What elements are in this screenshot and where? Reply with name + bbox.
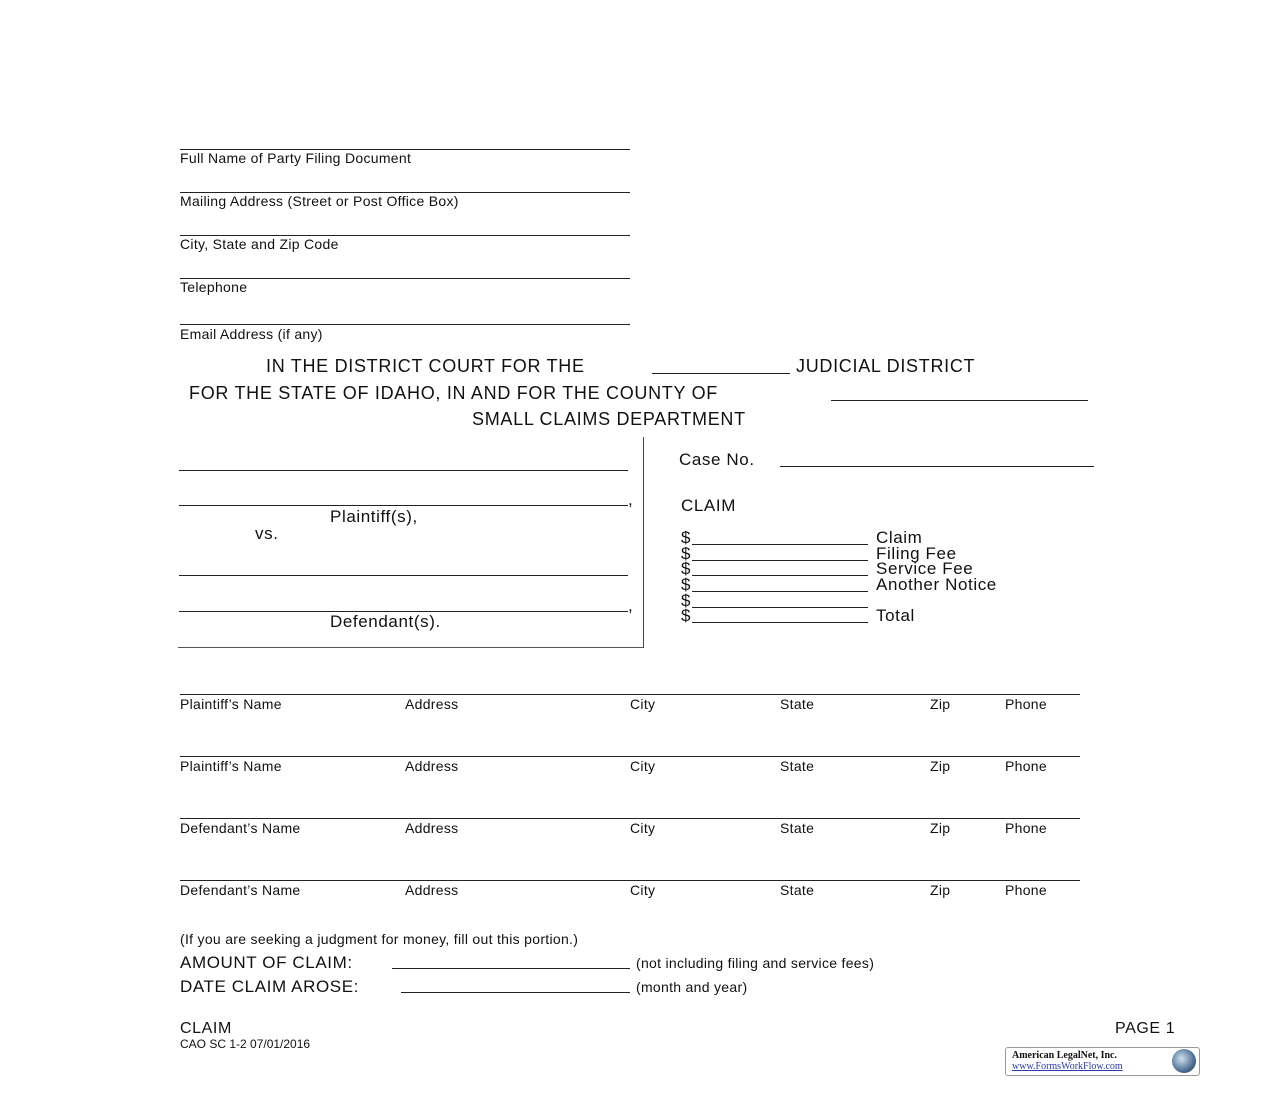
globe-icon <box>1172 1049 1196 1073</box>
fee-label: Filing Fee <box>876 544 957 563</box>
judicial-district-field[interactable] <box>652 373 790 374</box>
party-address-label: Address <box>405 696 459 712</box>
party-row-line[interactable] <box>180 818 1080 819</box>
field-label: Telephone <box>180 279 248 295</box>
court-heading-2: FOR THE STATE OF IDAHO, IN AND FOR THE COUNTY OF <box>189 383 718 403</box>
field-label: Email Address (if any) <box>180 326 323 342</box>
party-state-label: State <box>780 882 815 898</box>
court-heading-1b: JUDICIAL DISTRICT <box>796 356 976 376</box>
amount-note: (not including filing and service fees) <box>636 955 875 971</box>
date-label: DATE CLAIM AROSE: <box>180 977 359 996</box>
fee-amount-field[interactable] <box>692 544 868 545</box>
american-legalnet-logo[interactable] <box>1005 1047 1200 1076</box>
money-note: (If you are seeking a judgment for money, fill out this portion.) <box>180 931 579 947</box>
email-field[interactable] <box>180 324 630 325</box>
party-name-label: Plaintiff’s Name <box>180 696 282 712</box>
party-address-label: Address <box>405 882 459 898</box>
fee-amount-field[interactable] <box>692 607 868 608</box>
footer-form-code: CAO SC 1-2 07/01/2016 <box>180 1037 311 1051</box>
page-number: PAGE 1 <box>1115 1020 1176 1037</box>
case-no-field[interactable] <box>780 466 1094 467</box>
dollar-sign: $ <box>681 591 692 610</box>
party-row-line[interactable] <box>180 880 1080 881</box>
fee-label: Service Fee <box>876 559 974 578</box>
court-heading-3: SMALL CLAIMS DEPARTMENT <box>472 409 746 429</box>
plaintiffs-label: Plaintiff(s), <box>330 507 418 526</box>
dollar-sign: $ <box>681 544 692 563</box>
fee-amount-field[interactable] <box>692 560 868 561</box>
comma: , <box>628 490 634 509</box>
plaintiff-line-2[interactable] <box>179 505 628 506</box>
fee-label: Claim <box>876 528 923 547</box>
party-phone-label: Phone <box>1005 696 1047 712</box>
fee-label: Another Notice <box>876 575 997 594</box>
court-heading-1a: IN THE DISTRICT COURT FOR THE <box>266 356 585 376</box>
date-note: (month and year) <box>636 979 748 995</box>
case-no-label: Case No. <box>679 450 755 469</box>
logo-link[interactable]: www.FormsWorkFlow.com <box>1012 1061 1123 1072</box>
party-zip-label: Zip <box>930 758 951 774</box>
party-phone-label: Phone <box>1005 882 1047 898</box>
defendant-line-1[interactable] <box>179 575 628 576</box>
party-name-label: Defendant’s Name <box>180 820 301 836</box>
comma: , <box>628 596 634 615</box>
party-city-label: City <box>630 696 656 712</box>
party-address-label: Address <box>405 758 459 774</box>
date-field[interactable] <box>401 992 630 993</box>
caption-bottom-rule <box>178 647 644 648</box>
party-city-label: City <box>630 758 656 774</box>
dollar-sign: $ <box>681 528 692 547</box>
party-zip-label: Zip <box>930 696 951 712</box>
fee-amount-field[interactable] <box>692 591 868 592</box>
party-phone-label: Phone <box>1005 758 1047 774</box>
telephone-field[interactable] <box>180 278 630 279</box>
fee-amount-field[interactable] <box>692 575 868 576</box>
party-zip-label: Zip <box>930 820 951 836</box>
claim-title: CLAIM <box>681 496 736 515</box>
fee-label: Total <box>876 606 915 625</box>
party-name-label: Plaintiff’s Name <box>180 758 282 774</box>
party-phone-label: Phone <box>1005 820 1047 836</box>
field-label: Mailing Address (Street or Post Office Box) <box>180 193 459 209</box>
field-label: City, State and Zip Code <box>180 236 339 252</box>
defendants-label: Defendant(s). <box>330 612 441 631</box>
dollar-sign: $ <box>681 559 692 578</box>
party-zip-label: Zip <box>930 882 951 898</box>
field-label: Full Name of Party Filing Document <box>180 150 412 166</box>
caption-divider <box>643 437 644 648</box>
amount-label: AMOUNT OF CLAIM: <box>180 953 353 972</box>
party-state-label: State <box>780 696 815 712</box>
party-state-label: State <box>780 820 815 836</box>
party-city-label: City <box>630 820 656 836</box>
party-row-line[interactable] <box>180 756 1080 757</box>
amount-field[interactable] <box>392 968 630 969</box>
party-name-label: Defendant’s Name <box>180 882 301 898</box>
party-city-label: City <box>630 882 656 898</box>
party-address-label: Address <box>405 820 459 836</box>
plaintiff-line-1[interactable] <box>179 470 628 471</box>
county-field[interactable] <box>831 400 1088 401</box>
vs-label: vs. <box>255 524 279 543</box>
fee-amount-field[interactable] <box>692 622 868 623</box>
party-state-label: State <box>780 758 815 774</box>
party-row-line[interactable] <box>180 694 1080 695</box>
dollar-sign: $ <box>681 606 692 625</box>
logo-name: American LegalNet, Inc. <box>1012 1050 1117 1061</box>
footer-form-name: CLAIM <box>180 1020 232 1037</box>
dollar-sign: $ <box>681 575 692 594</box>
